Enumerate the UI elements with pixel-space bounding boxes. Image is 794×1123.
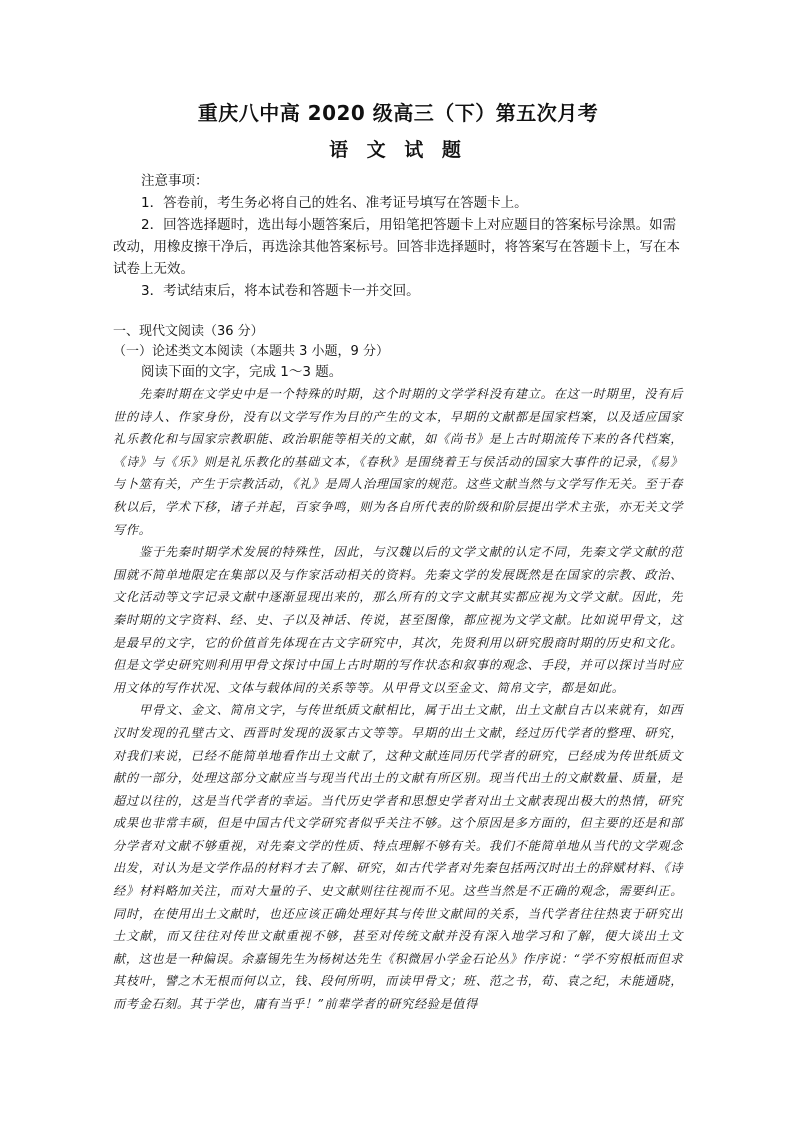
passage-paragraph-3: 甲骨文、金文、简帛文字，与传世纸质文献相比，属于出土文献，出土文献自古以来就有，如西汉时发现的孔壁古文、西晋时发现的汲冢古文等等。早期的出土文献，经过历代学者的整理、研究，对我们来说，已经不能简单地看作出土文献了，这种文献连同历代学者的研究，已经成为传世纸质文献的一部分，处理这部分文献应当与现当代出土的文献有所区别。现当代出土的文献数量、质量，是超过以往的，这是当代学者的幸运。当代历史学者和思想史学者对出土文献表现出极大的热情，研究成果也非常丰硕，但是中国古代文学研究者似乎关注不够。这个原因是多方面的，但主要的还是和部分学者对文献不够重视，对先秦文学的性质、特点理解不够有关。我们不能简单地从当代的文学观念出发，对认为是文学作品的材料才去了解、研究，如古代学者对先秦包括两汉时出土的辞赋材料、《诗经》材料略加关注，而对大量的子、史文献则往往视而不见。这些当然是不正确的观念，需要纠正。同时，在使用出土文献时，也还应该正确处理好其与传世文献间的关系，当代学者往往热衷于研究出土文献，而又往往对传世文献重视不够，甚至对传统文献并没有深入地学习和了解，便大谈出土文献，这也是一种偏误。余嘉锡先生为杨树达先生《积微居小学金石论丛》作序说：“学不穷根柢而但求其枝叶，譬之木无根而何以立，钱、段何所明，而读甲骨文；班、范之书，荀、袁之纪，未能通晓，而考金石刻。其于学也，庸有当乎！”前辈学者的研究经验是值得 xyxy=(113,703,683,1012)
exam-page xyxy=(113,100,683,1016)
section-heading: 一、现代文阅读（36 分） xyxy=(113,324,264,339)
exam-title: 重庆八中高 2020 级高三（下）第五次月考 xyxy=(197,101,599,125)
notice-block xyxy=(113,170,683,302)
notice-item-3: 3．考试结束后，将本试卷和答题卡一并交回。 xyxy=(141,283,420,299)
subject-title: 语 文 试 题 xyxy=(329,139,467,161)
notice-heading: 注意事项： xyxy=(141,173,209,189)
passage xyxy=(113,383,683,1016)
notice-item-1: 1．答卷前，考生务必将自己的姓名、准考证号填写在答题卡上。 xyxy=(141,195,528,211)
reading-instruction: 阅读下面的文字，完成 1～3 题。 xyxy=(141,364,343,380)
notice-item-2: 2．回答选择题时，选出每小题答案后，用铅笔把答题卡上对应题目的答案标号涂黑。如需改动，用橡皮擦干净后，再选涂其他答案标号。回答非选择题时，将答案写在答题卡上，写在本试卷上无效。 xyxy=(113,217,680,277)
passage-paragraph-1: 先秦时期在文学史中是一个特殊的时期，这个时期的文学学科没有建立。在这一时期里，没有后世的诗人、作家身份，没有以文学写作为目的产生的文本，早期的文献都是国家档案，以及适应国家礼乐教化和与国家宗教职能、政治职能等相关的文献，如《尚书》是上古时期流传下来的各代档案，《诗》与《乐》则是礼乐教化的基础文本，《春秋》是围绕着王与侯活动的国家大事件的记录，《易》与卜筮有关，产生于宗教活动，《礼》是周人治理国家的规范。这些文献当然与文学写作无关。至于春秋以后，学术下移，诸子并起，百家争鸣，则为各自所代表的阶级和阶层提出学术主张，亦无关文学写作。 xyxy=(113,387,683,537)
passage-paragraph-2: 鉴于先秦时期学术发展的特殊性，因此，与汉魏以后的文学文献的认定不同，先秦文学文献的范围就不简单地限定在集部以及与作家活动相关的资料。先秦文学的发展既然是在国家的宗教、政治、文化活动等文字记录文献中逐渐显现出来的，那么所有的文字文献其实都应视为文学文献。因此，先秦时期的文字资料、经、史、子以及神话、传说，甚至图像，都应视为文学文献。比如说甲骨文，这是最早的文字，它的价值首先体现在古文字研究中，其次，先贤利用以研究殷商时期的历史和文化。但是文学史研究则利用甲骨文探讨中国上古时期的写作状态和叙事的观念、手段，并可以探讨当时应用文体的写作状况、文体与载体间的关系等等。从甲骨文以至金文、简帛文字，都是如此。 xyxy=(113,545,683,695)
subsection-heading: （一）论述类文本阅读（本题共 3 小题，9 分） xyxy=(113,344,389,359)
